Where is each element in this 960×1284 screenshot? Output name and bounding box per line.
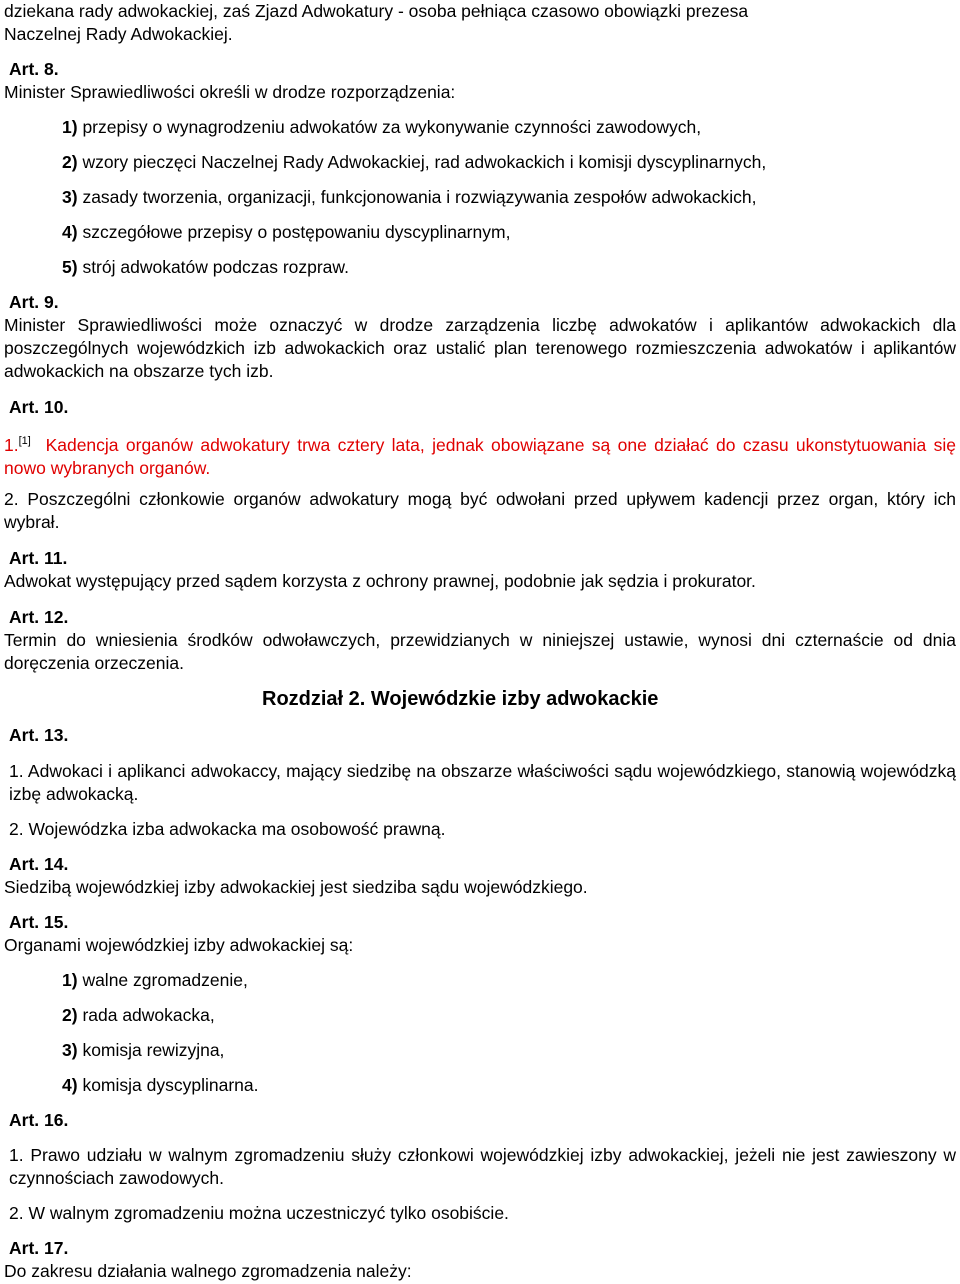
art-16-paragraph-1: 1. Prawo udziału w walnym zgromadzeniu służy członkowi wojewódzkiej izby adwokackiej, jeżeli nie jest zawieszony w czynnościach zawodowych.: [9, 1145, 956, 1188]
item-number: 4): [62, 222, 78, 242]
art-15-heading: Art. 15.: [9, 912, 69, 932]
item-text: przepisy o wynagrodzeniu adwokatów za wykonywanie czynności zawodowych,: [82, 117, 702, 137]
art-15-item-4: [62, 1074, 956, 1097]
art-12-text: Termin do wniesienia środków odwoławczych, przewidzianych w niniejszej ustawie, wynosi dni czternaście od dnia doręczenia orzeczenia.: [4, 630, 956, 673]
item-number: 1): [62, 117, 78, 137]
item-number: 3): [62, 187, 78, 207]
art-11-text: Adwokat występujący przed sądem korzysta z ochrony prawnej, podobnie jak sędzia i prokurator.: [4, 571, 756, 591]
art-11-heading: Art. 11.: [9, 548, 68, 568]
art-9-text: Minister Sprawiedliwości może oznaczyć w drodze zarządzenia liczbę adwokatów i aplikantów adwokackich dla poszczególnych wojewódzkich izb adwokackich oraz ustalić plan terenowego rozmieszczenia adwokatów i aplikantów adwokackich na obszarze tych izb.: [4, 315, 956, 381]
item-text: komisja dyscyplinarna.: [82, 1075, 259, 1095]
item-text: walne zgromadzenie,: [82, 970, 248, 990]
art-8-item-3: [62, 186, 956, 209]
art-17-text: Do zakresu działania walnego zgromadzenia należy:: [4, 1261, 412, 1281]
art-14-text: Siedzibą wojewódzkiej izby adwokackiej jest siedziba sądu wojewódzkiego.: [4, 877, 588, 897]
art-8-text: Minister Sprawiedliwości określi w drodze rozporządzenia:: [4, 82, 456, 102]
art-13-paragraph-1: 1. Adwokaci i aplikanci adwokaccy, mający siedzibę na obszarze właściwości sądu wojewódzkiego, stanowią wojewódzką izbę adwokacką.: [9, 761, 956, 804]
item-text: wzory pieczęci Naczelnej Rady Adwokackiej, rad adwokackich i komisji dyscyplinarnych,: [82, 152, 767, 172]
intro-line-2: Naczelnej Rady Adwokackiej.: [4, 24, 233, 44]
art-8-item-4: [62, 221, 956, 244]
art-10-paragraph-2: 2. Poszczególni członkowie organów adwokatury mogą być odwołani przed upływem kadencji przez organ, który ich wybrał.: [4, 489, 956, 532]
item-text: rada adwokacka,: [82, 1005, 215, 1025]
item-text: strój adwokatów podczas rozpraw.: [82, 257, 349, 277]
chapter-2-title: Rozdział 2. Wojewódzkie izby adwokackie: [262, 688, 659, 710]
art-15-item-3: [62, 1039, 956, 1062]
art-15-item-2: [62, 1004, 956, 1027]
paragraph-number: 1.: [4, 435, 19, 455]
item-number: 2): [62, 1005, 78, 1025]
art-8-heading: Art. 8.: [9, 59, 59, 79]
item-number: 4): [62, 1075, 78, 1095]
art-15-item-1: [62, 969, 956, 992]
item-number: 2): [62, 152, 78, 172]
art-16-paragraph-2: 2. W walnym zgromadzeniu można uczestniczyć tylko osobiście.: [9, 1203, 509, 1223]
art-12-heading: Art. 12.: [9, 607, 69, 627]
art-8-item-2: [62, 151, 956, 174]
footnote-reference[interactable]: [1]: [18, 435, 31, 447]
art-13-heading: Art. 13.: [9, 725, 69, 745]
art-17-heading: Art. 17.: [9, 1238, 69, 1258]
art-10-heading: Art. 10.: [9, 397, 69, 417]
item-number: 3): [62, 1040, 78, 1060]
art-13-paragraph-2: 2. Wojewódzka izba adwokacka ma osobowość prawną.: [9, 819, 446, 839]
art-16-heading: Art. 16.: [9, 1110, 69, 1130]
item-number: 1): [62, 970, 78, 990]
item-number: 5): [62, 257, 78, 277]
art-8-item-5: [62, 256, 956, 279]
item-text: szczegółowe przepisy o postępowaniu dyscyplinarnym,: [82, 222, 511, 242]
art-9-heading: Art. 9.: [9, 292, 59, 312]
paragraph-text: Kadencja organów adwokatury trwa cztery lata, jednak obowiązane są one działać do czasu ukonstytuowania się nowo wybranych organów.: [4, 435, 956, 478]
item-text: zasady tworzenia, organizacji, funkcjonowania i rozwiązywania zespołów adwokackich,: [82, 187, 757, 207]
art-15-text: Organami wojewódzkiej izby adwokackiej są:: [4, 935, 354, 955]
art-10-paragraph-1: [4, 430, 956, 480]
art-8-item-1: [62, 116, 956, 139]
art-14-heading: Art. 14.: [9, 854, 69, 874]
item-text: komisja rewizyjna,: [82, 1040, 225, 1060]
intro-line-1: dziekana rady adwokackiej, zaś Zjazd Adwokatury - osoba pełniąca czasowo obowiązki prezesa: [4, 1, 749, 21]
